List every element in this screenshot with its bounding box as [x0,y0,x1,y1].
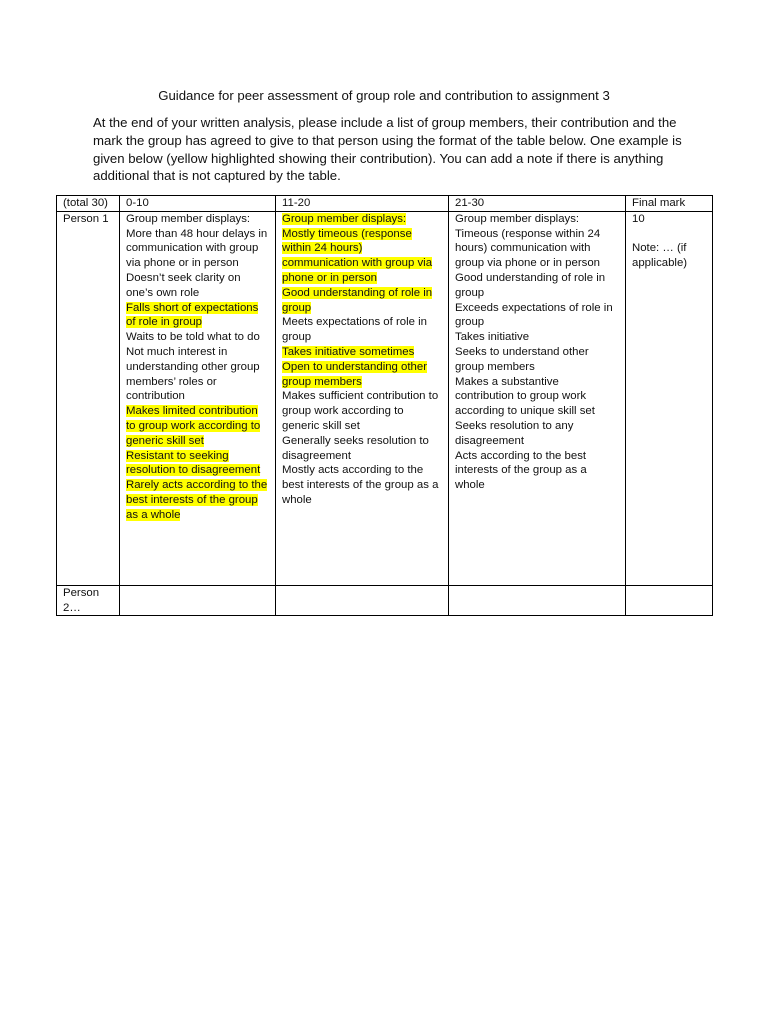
document-title: Guidance for peer assessment of group role and contribution to assignment 3 [158,88,610,103]
final-mark-note: Note: … (if applicable) [632,242,688,270]
criterion-text: Exceeds expectations of role in group [455,301,613,329]
criterion-text: Acts according to the best interests of the group as a whole [455,449,587,492]
cell-empty [449,585,626,616]
highlighted-criterion-text: Good understanding of role in group [282,286,433,314]
highlighted-criterion-text: Group member displays: [282,212,407,225]
criterion-text: Timeous (response within 24 hours) communication with group via phone or in person [455,227,601,270]
criterion-line [282,434,442,464]
criterion-line [126,227,269,271]
criterion-line [455,227,619,271]
criterion-line [455,449,619,493]
header-21-30: 21-30 [449,196,626,212]
cell-empty [276,585,449,616]
criterion-line [126,301,269,331]
criterion-line [282,463,442,507]
table-row-person-1 [57,211,713,585]
cell-0-10 [120,211,276,585]
criterion-text: More than 48 hour delays in communication with group via phone or in person [126,227,268,270]
criterion-text: Takes initiative [455,331,530,344]
cell-empty [120,585,276,616]
criterion-line [282,315,442,345]
cell-11-20 [276,211,449,585]
criterion-text: Group member displays: [126,212,251,225]
criterion-line [455,212,619,227]
highlighted-criterion-text: Open to understanding other group members [282,360,428,388]
criterion-line [455,271,619,301]
criterion-line [455,301,619,331]
table-row-person-2 [57,585,713,616]
intro-paragraph: At the end of your written analysis, please include a list of group members, their contribution and the mark the group has agreed to give to that person using the format of the table below. One example is given below (yellow highlighted showing their contribution). You can add a note if there is anything additional that is not captured by the table. [93,115,682,184]
criterion-line [126,330,269,345]
criterion-line [126,478,269,522]
cell-final-mark [626,211,713,585]
cell-empty [626,585,713,616]
criterion-text: Good understanding of role in group [455,271,606,299]
criterion-text: Generally seeks resolution to disagreement [282,434,429,462]
criterion-text: Seeks to understand other group members [455,345,589,373]
criterion-text: Mostly acts according to the best interests of the group as a whole [282,464,439,506]
criterion-line [126,212,269,227]
criterion-line [126,404,269,448]
criterion-text: Doesn’t seek clarity on one’s own role [126,271,241,299]
criterion-line [455,330,619,345]
peer-assessment-table [56,195,713,616]
row-label-person-2: Person 2… [57,585,120,616]
highlighted-criterion-text: Takes initiative sometimes [282,345,415,358]
criterion-text: Makes a substantive contribution to group work according to unique skill set [455,375,595,418]
criterion-line [455,345,619,375]
cell-21-30 [449,211,626,585]
criterion-text: Not much interest in understanding other group members’ roles or contribution [126,345,260,403]
highlighted-criterion-text: Falls short of expectations of role in group [126,301,259,329]
criterion-text: Waits to be told what to do [126,331,260,344]
highlighted-criterion-text: Makes limited contribution to group work according to generic skill set [126,405,261,447]
criterion-line [282,227,442,286]
criterion-line [282,286,442,316]
row-label-person-1: Person 1 [57,211,120,585]
criterion-line [126,345,269,404]
criterion-line [126,449,269,479]
header-0-10: 0-10 [120,196,276,212]
criterion-line [126,271,269,301]
criterion-line [282,360,442,390]
criterion-line [455,375,619,419]
criterion-text: Seeks resolution to any disagreement [455,419,574,447]
criterion-line [282,389,442,433]
header-total: (total 30) [57,196,120,212]
highlighted-criterion-text: Resistant to seeking resolution to disagreement [126,449,261,477]
final-mark-value: 10 [632,212,645,225]
header-11-20: 11-20 [276,196,449,212]
table-header-row [57,196,713,212]
criterion-line [455,419,619,449]
highlighted-criterion-text: Mostly timeous (response within 24 hours) communication with group via phone or in person [282,227,433,284]
criterion-text: Makes sufficient contribution to group work according to generic skill set [282,390,439,432]
criterion-text: Group member displays: [455,212,580,225]
criterion-text: Meets expectations of role in group [282,316,427,344]
criterion-line [282,212,442,227]
highlighted-criterion-text: Rarely acts according to the best interests of the group as a whole [126,479,268,521]
criterion-line [282,345,442,360]
header-final-mark: Final mark [626,196,713,212]
